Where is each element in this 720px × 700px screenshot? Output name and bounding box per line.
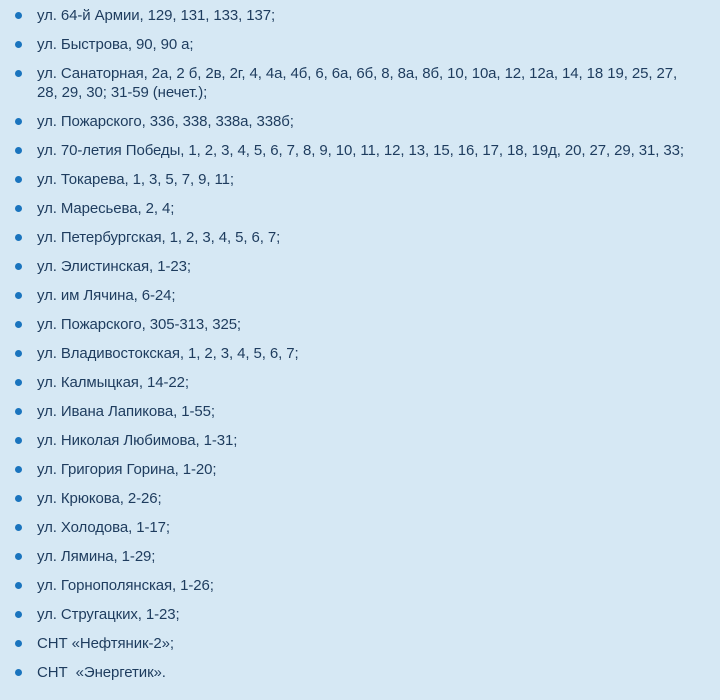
bullet-icon — [15, 524, 22, 531]
list-item-text: ул. Григория Горина, 1-20; — [37, 461, 217, 478]
list-item — [12, 64, 694, 102]
bullet-icon — [15, 263, 22, 270]
bullet-icon — [15, 466, 22, 473]
list-item-text: ул. 70-летия Победы, 1, 2, 3, 4, 5, 6, 7, 8, 9, 10, 11, 12, 13, 15, 16, 17, 18, 19д, 20, 27, 29, 31, 33; — [37, 142, 684, 159]
bullet-icon — [15, 379, 22, 386]
list-item — [12, 576, 694, 595]
list-item-text: СНТ «Энергетик». — [37, 664, 166, 681]
list-item-text: ул. Пожарского, 305-313, 325; — [37, 316, 242, 333]
bullet-icon — [15, 350, 22, 357]
list-item — [12, 6, 694, 25]
list-item — [12, 402, 694, 421]
list-item — [12, 547, 694, 566]
bullet-icon — [15, 41, 22, 48]
list-item-text: ул. Крюкова, 2-26; — [37, 490, 162, 507]
bullet-icon — [15, 437, 22, 444]
list-item-text: ул. Токарева, 1, 3, 5, 7, 9, 11; — [37, 171, 234, 188]
list-item — [12, 489, 694, 508]
bullet-icon — [15, 640, 22, 647]
bullet-icon — [15, 408, 22, 415]
list-item-text: ул. Стругацких, 1-23; — [37, 606, 180, 623]
list-item — [12, 228, 694, 247]
list-item-text: ул. Горнополянская, 1-26; — [37, 577, 214, 594]
list-item-text: ул. Маресьева, 2, 4; — [37, 200, 175, 217]
list-item — [12, 286, 694, 305]
list-item — [12, 112, 694, 131]
list-item — [12, 518, 694, 537]
list-item-text: ул. Владивостокская, 1, 2, 3, 4, 5, 6, 7; — [37, 345, 299, 362]
list-item-text: СНТ «Нефтяник-2»; — [37, 635, 174, 652]
list-item-text: ул. Холодова, 1-17; — [37, 519, 170, 536]
bullet-icon — [15, 70, 22, 77]
bullet-icon — [15, 147, 22, 154]
list-item-text: ул. Калмыцкая, 14-22; — [37, 374, 189, 391]
list-item-text: ул. Быстрова, 90, 90 а; — [37, 36, 194, 53]
list-item-text: ул. Николая Любимова, 1-31; — [37, 432, 238, 449]
bullet-icon — [15, 321, 22, 328]
list-item — [12, 344, 694, 363]
bullet-icon — [15, 118, 22, 125]
list-item-text: ул. Элистинская, 1-23; — [37, 258, 191, 275]
list-item-text: ул. Лямина, 1-29; — [37, 548, 156, 565]
bullet-icon — [15, 611, 22, 618]
list-item — [12, 605, 694, 624]
list-item-text: ул. Пожарского, 336, 338, 338а, 338б; — [37, 113, 294, 130]
list-item — [12, 170, 694, 189]
bullet-icon — [15, 12, 22, 19]
list-item — [12, 199, 694, 218]
list-item-text: ул. Петербургская, 1, 2, 3, 4, 5, 6, 7; — [37, 229, 281, 246]
list-item — [12, 373, 694, 392]
list-item — [12, 460, 694, 479]
bullet-icon — [15, 234, 22, 241]
bullet-icon — [15, 495, 22, 502]
list-item — [12, 431, 694, 450]
bullet-icon — [15, 582, 22, 589]
list-item — [12, 257, 694, 276]
bullet-icon — [15, 205, 22, 212]
bullet-icon — [15, 176, 22, 183]
bullet-icon — [15, 669, 22, 676]
list-item-text: ул. 64-й Армии, 129, 131, 133, 137; — [37, 7, 276, 24]
bullet-icon — [15, 553, 22, 560]
list-item — [12, 663, 694, 682]
bullet-icon — [15, 292, 22, 299]
list-item — [12, 141, 694, 160]
list-item-text: ул. Санаторная, 2а, 2 б, 2в, 2г, 4, 4а, 4б, 6, 6а, 6б, 8, 8а, 8б, 10, 10а, 12, 12а, 14, 18 19, 25, 27, 28, 29, 30; 31-59 (нечет.); — [37, 65, 682, 101]
list-item — [12, 315, 694, 334]
list-item-text: ул. Ивана Лапикова, 1-55; — [37, 403, 215, 420]
list-item — [12, 35, 694, 54]
list-item — [12, 634, 694, 653]
list-item-text: ул. им Лячина, 6-24; — [37, 287, 176, 304]
